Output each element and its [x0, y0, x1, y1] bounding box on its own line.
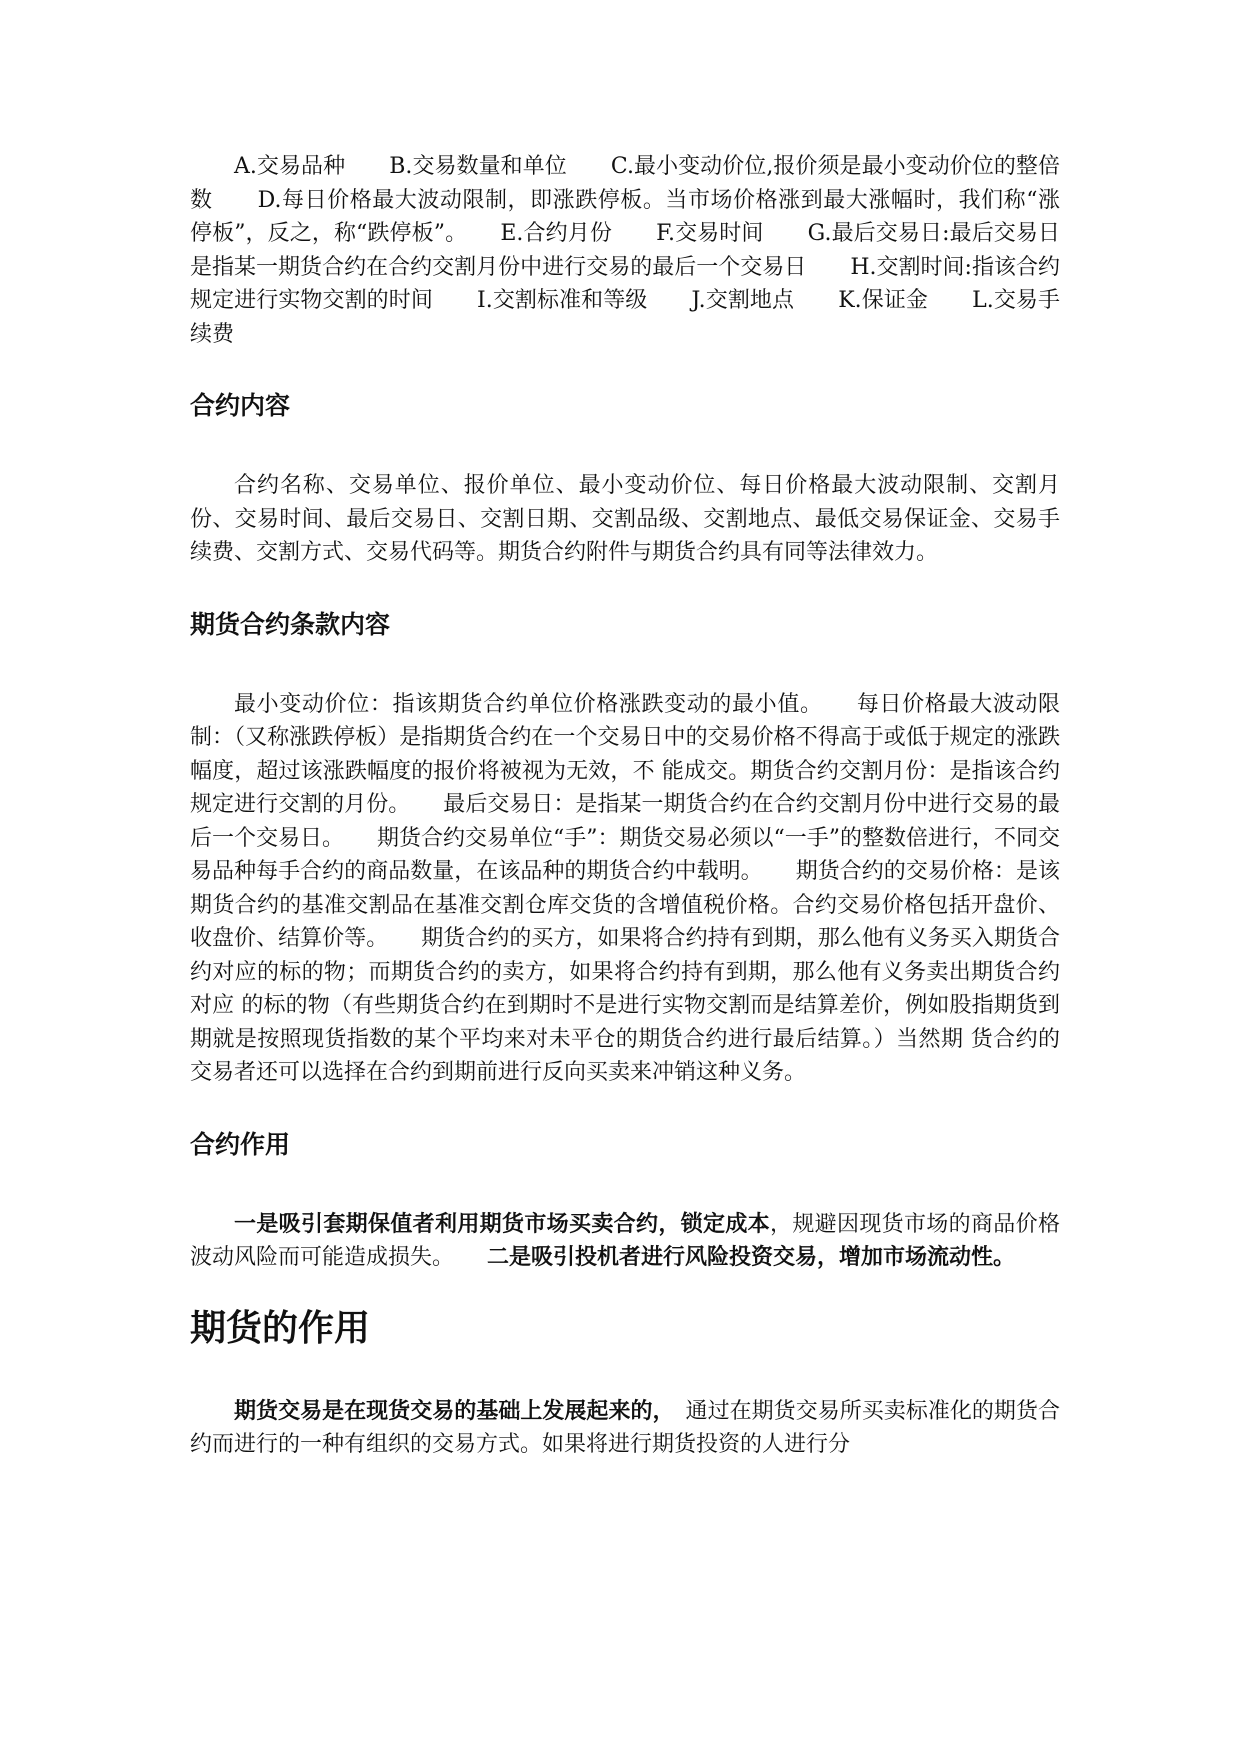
futures-role-text-1: 通过在期货交易所买卖标准化的期货合约而进行的一种有组织的交易方式。如果将进行期货投资的人进行分	[190, 1398, 1060, 1457]
document-page	[190, 150, 1060, 1462]
contract-function-text-1: ，规避因现货市场的商品价格波动风险而可能造成损失。	[190, 1211, 1060, 1270]
contract-function-paragraph	[190, 1208, 1060, 1275]
contract-function-bold-1: 一是吸引套期保值者利用期货市场买卖合约，锁定成本	[234, 1211, 770, 1237]
futures-role-paragraph	[190, 1395, 1060, 1462]
futures-role-bold-1: 期货交易是在现货交易的基础上发展起来的，	[234, 1398, 664, 1424]
contract-terms-paragraph: 最小变动价位：指该期货合约单位价格涨跌变动的最小值。 每日价格最大波动限制：（又称涨跌停板）是指期货合约在一个交易日中的交易价格不得高于或低于规定的涨跌幅度，超过该涨跌幅度的报价将被视为无效，不 能成交。期货合约交割月份：是指该合约规定进行交割的月份。 最后交易日：是指某一期货合约在合约交割月份中进行交易的最后一个交易日。 期货合约交易单位“手”：期货交易必须以“一手”的整数倍进行，不同交易品种每手合约的商品数量，在该品种的期货合约中载明。 期货合约的交易价格：是该期货合约的基准交割品在基准交割仓库交货的含增值税价格。合约交易价格包括开盘价、收盘价、结算价等。 期货合约的买方，如果将合约持有到期，那么他有义务买入期货合约对应的标的物；而期货合约的卖方，如果将合约持有到期，那么他有义务卖出期货合约对应 的标的物（有些期货合约在到期时不是进行实物交割而是结算差价，例如股指期货到期就是按照现货指数的某个平均来对未平仓的期货合约进行最后结算。）当然期 货合约的交易者还可以选择在合约到期前进行反向买卖来冲销这种义务。	[190, 691, 1060, 1085]
contract-content-paragraph: 合约名称、交易单位、报价单位、最小变动价位、每日价格最大波动限制、交割月份、交易时间、最后交易日、交割日期、交割品级、交割地点、最低交易保证金、交易手续费、交割方式、交易代码等。期货合约附件与期货合约具有同等法律效力。	[190, 473, 1060, 565]
intro-paragraph: A.交易品种 B.交易数量和单位 C.最小变动价位,报价须是最小变动价位的整倍数 D.每日价格最大波动限制，即涨跌停板。当市场价格涨到最大涨幅时，我们称“涨停板”，反之，称“跌停板”。 E.合约月份 F.交易时间 G.最后交易日:最后交易日是指某一期货合约在合约交割月份中进行交易的最后一个交易日 H.交割时间:指该合约规定进行实物交割的时间 I.交割标准和等级 J.交割地点 K.保证金 L.交易手续费	[190, 154, 1060, 347]
section-heading-contract-function: 合约作用	[190, 1129, 291, 1159]
section-heading-contract-content: 合约内容	[190, 391, 291, 420]
contract-function-bold-2: 二是吸引投机者进行风险投资交易，增加市场流动性。	[487, 1245, 1016, 1270]
section-heading-futures-role: 期货的作用	[190, 1307, 371, 1349]
section-heading-contract-terms: 期货合约条款内容	[190, 609, 391, 639]
